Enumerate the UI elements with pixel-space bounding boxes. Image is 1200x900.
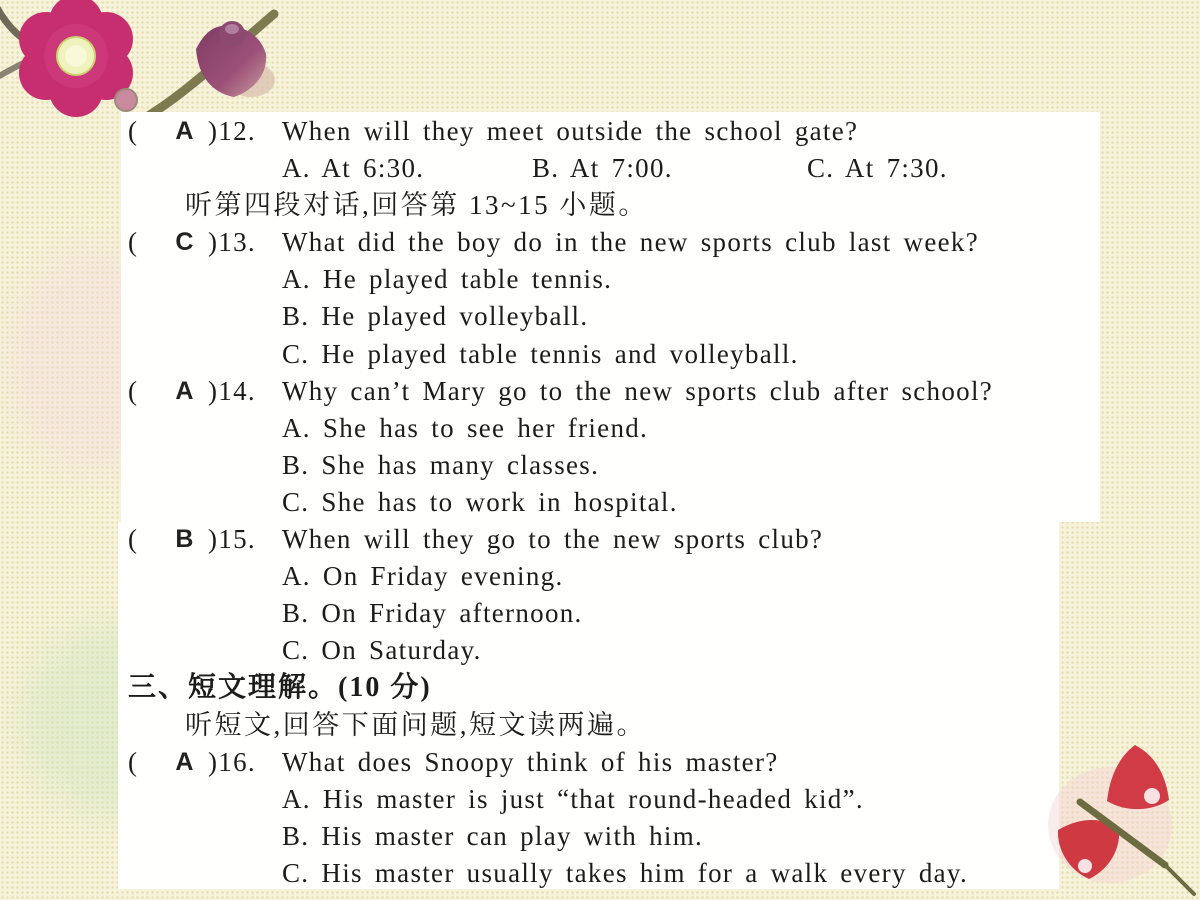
answer-mark-13: C	[175, 228, 195, 257]
option-14-c: C. She has to work in hospital.	[282, 486, 678, 517]
question-number-12: 12.	[218, 116, 256, 146]
flower-bud-branch-icon	[146, 2, 286, 120]
option-13-b: B. He played volleyball.	[282, 301, 589, 332]
question-12-row	[128, 113, 1093, 150]
answer-blank-13: ( C ) 13.	[128, 224, 282, 261]
dialog-4-instruction: 听第四段对话,回答第 13~15 小题。	[185, 190, 648, 221]
question-13-text: What did the boy do in the new sports club last week?	[282, 227, 980, 258]
option-13-a: A. He played table tennis.	[282, 264, 613, 295]
option-16-a: A. His master is just “that round-headed kid”.	[282, 783, 864, 814]
answer-blank-16: ( A ) 16.	[128, 744, 282, 781]
option-12-b: B. At 7:00.	[532, 153, 673, 184]
question-12-options-row	[128, 150, 1093, 187]
option-16-c: C. His master usually takes him for a walk every day.	[282, 857, 968, 888]
test-text-column	[128, 113, 1093, 892]
section-3-title: 三、短文理解。(10 分)	[128, 672, 432, 704]
question-13-row	[128, 224, 1093, 261]
option-13-c: C. He played table tennis and volleyball.	[282, 338, 799, 369]
answer-blank-15: ( B ) 15.	[128, 521, 282, 558]
answer-mark-12: A	[175, 117, 195, 145]
option-15-c: C. On Saturday.	[282, 635, 482, 666]
option-15-a: A. On Friday evening.	[282, 561, 564, 592]
question-12-text: When will they meet outside the school gate?	[282, 116, 859, 146]
section-3-instruction: 听短文,回答下面问题,短文读两遍。	[185, 709, 646, 740]
answer-blank-12: ( A ) 12.	[128, 113, 282, 150]
option-12-a: A. At 6:30.	[282, 153, 425, 184]
question-15-row	[128, 521, 1093, 558]
question-number-13: 13.	[218, 227, 256, 258]
answer-mark-14: A	[175, 376, 195, 405]
question-15-text: When will they go to the new sports club?	[282, 524, 824, 555]
flower-bud-small-icon	[115, 89, 137, 111]
question-16-row	[128, 744, 1093, 781]
option-12-c: C. At 7:30.	[807, 153, 948, 184]
option-15-b: B. On Friday afternoon.	[282, 598, 583, 629]
question-number-14: 14.	[218, 375, 256, 406]
question-number-16: 16.	[218, 746, 256, 777]
question-14-text: Why can’t Mary go to the new sports club after school?	[282, 375, 994, 406]
option-14-b: B. She has many classes.	[282, 449, 600, 480]
answer-mark-16: A	[175, 747, 195, 776]
butterfly-icon	[1040, 730, 1200, 900]
option-14-a: A. She has to see her friend.	[282, 412, 649, 443]
answer-mark-15: B	[175, 525, 195, 554]
question-14-row	[128, 373, 1093, 410]
option-16-b: B. His master can play with him.	[282, 820, 704, 851]
question-number-15: 15.	[218, 524, 256, 555]
question-16-text: What does Snoopy think of his master?	[282, 746, 779, 777]
answer-blank-14: ( A ) 14.	[128, 373, 282, 410]
